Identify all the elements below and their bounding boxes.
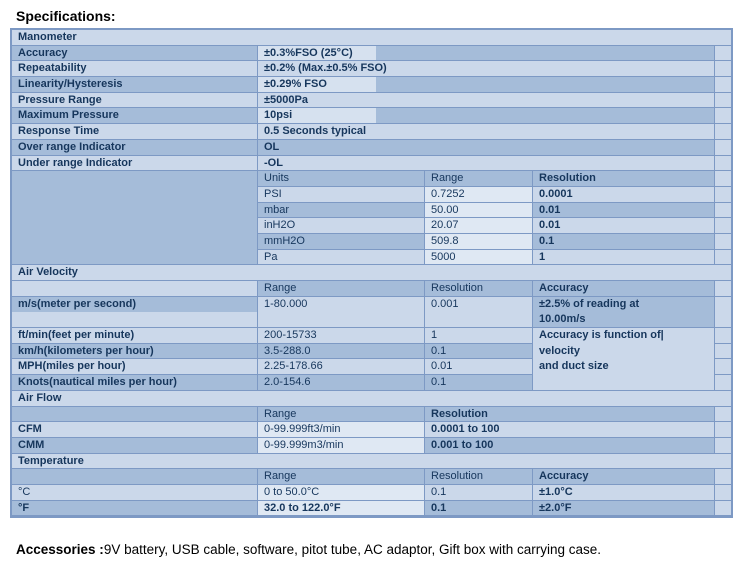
temp-header-blank xyxy=(12,469,258,485)
celsius-resolution: 0.1 xyxy=(425,485,533,501)
fahrenheit-resolution: 0.1 xyxy=(425,501,533,517)
ms-resolution: 0.001 xyxy=(425,297,533,328)
edge-strip xyxy=(715,108,731,124)
max-pressure-label: Maximum Pressure xyxy=(12,108,258,124)
linearity-value: ±0.29% FSO xyxy=(258,77,715,93)
under-range-label: Under range Indicator xyxy=(12,156,258,172)
kmh-resolution: 0.1 xyxy=(425,344,533,360)
units-col-header: Units xyxy=(258,171,425,187)
airflow-range-header: Range xyxy=(258,407,425,423)
unit-psi: PSI xyxy=(258,187,425,203)
edge-strip xyxy=(715,203,731,219)
fahrenheit-label: °F xyxy=(12,501,258,517)
fahrenheit-range: 32.0 to 122.0°F xyxy=(258,501,425,517)
linearity-label: Linearity/Hysteresis xyxy=(12,77,258,93)
velocity-accuracy-note-line-2: and duct size xyxy=(539,360,609,373)
section-header-air-flow: Air Flow xyxy=(12,391,731,407)
velocity-accuracy-note-line-0: Accuracy is function of| xyxy=(539,329,664,342)
edge-strip xyxy=(715,485,731,501)
units-table-left-blank xyxy=(12,171,258,265)
repeatability-value: ±0.2% (Max.±0.5% FSO) xyxy=(258,61,715,77)
accuracy-value: ±0.3%FSO (25°C) xyxy=(258,46,715,62)
mph-resolution: 0.01 xyxy=(425,359,533,375)
edge-strip xyxy=(715,93,731,109)
edge-strip xyxy=(715,156,731,172)
pressure-range-label: Pressure Range xyxy=(12,93,258,109)
cfm-label: CFM xyxy=(12,422,258,438)
velocity-header-blank xyxy=(12,281,258,297)
edge-strip xyxy=(715,422,731,438)
ftmin-label: ft/min(feet per minute) xyxy=(12,328,258,344)
specifications-table xyxy=(10,28,733,518)
accessories-text: 9V battery, USB cable, software, pitot tube, AC adaptor, Gift box with carrying case. xyxy=(103,542,602,558)
psi-resolution: 0.0001 xyxy=(533,187,715,203)
repeatability-label: Repeatability xyxy=(12,61,258,77)
inh2o-range: 20.07 xyxy=(425,218,533,234)
max-pressure-value: 10psi xyxy=(258,108,715,124)
pressure-range-value: ±5000Pa xyxy=(258,93,715,109)
resolution-col-header: Resolution xyxy=(533,171,715,187)
edge-strip xyxy=(715,250,731,266)
velocity-resolution-header: Resolution xyxy=(425,281,533,297)
mph-range: 2.25-178.66 xyxy=(258,359,425,375)
accessories-line xyxy=(16,542,735,557)
edge-strip xyxy=(715,501,731,517)
edge-strip xyxy=(715,469,731,485)
section-header-air-velocity: Air Velocity xyxy=(12,265,731,281)
edge-strip xyxy=(715,344,731,360)
ms-accuracy-line-1: 10.00m/s xyxy=(539,313,586,326)
response-time-label: Response Time xyxy=(12,124,258,140)
fahrenheit-accuracy: ±2.0°F xyxy=(533,501,715,517)
edge-strip xyxy=(715,140,731,156)
edge-strip xyxy=(715,375,731,391)
celsius-range: 0 to 50.0°C xyxy=(258,485,425,501)
cfm-resolution: 0.0001 to 100 xyxy=(425,422,715,438)
edge-strip xyxy=(715,359,731,375)
mbar-resolution: 0.01 xyxy=(533,203,715,219)
knots-resolution: 0.1 xyxy=(425,375,533,391)
celsius-label: °C xyxy=(12,485,258,501)
velocity-accuracy-note-line-1: velocity xyxy=(539,344,580,357)
temp-resolution-header: Resolution xyxy=(425,469,533,485)
edge-strip xyxy=(715,46,731,62)
ms-accuracy-line-0: ±2.5% of reading at xyxy=(539,297,640,310)
edge-strip xyxy=(715,281,731,297)
cmm-resolution: 0.001 to 100 xyxy=(425,438,715,454)
cfm-range: 0-99.999ft3/min xyxy=(258,422,425,438)
section-header-manometer: Manometer xyxy=(12,30,731,46)
psi-range: 0.7252 xyxy=(425,187,533,203)
range-col-header: Range xyxy=(425,171,533,187)
edge-strip xyxy=(715,124,731,140)
velocity-range-header: Range xyxy=(258,281,425,297)
velocity-accuracy-note xyxy=(533,328,715,391)
unit-pa: Pa xyxy=(258,250,425,266)
section-header-temperature: Temperature xyxy=(12,454,731,470)
edge-strip xyxy=(715,77,731,93)
ftmin-resolution: 1 xyxy=(425,328,533,344)
unit-mmh2o: mmH2O xyxy=(258,234,425,250)
accuracy-label: Accuracy xyxy=(12,46,258,62)
temp-accuracy-header: Accuracy xyxy=(533,469,715,485)
ms-accuracy xyxy=(533,297,715,328)
mph-label: MPH(miles per hour) xyxy=(12,359,258,375)
ms-label: m/s(meter per second) xyxy=(12,297,258,328)
unit-inh2o: inH2O xyxy=(258,218,425,234)
knots-label: Knots(nautical miles per hour) xyxy=(12,375,258,391)
cmm-range: 0-99.999m3/min xyxy=(258,438,425,454)
temp-range-header: Range xyxy=(258,469,425,485)
mmh2o-resolution: 0.1 xyxy=(533,234,715,250)
kmh-label: km/h(kilometers per hour) xyxy=(12,344,258,360)
response-time-value: 0.5 Seconds typical xyxy=(258,124,715,140)
airflow-header-blank xyxy=(12,407,258,423)
under-range-value: -OL xyxy=(258,156,715,172)
page-title: Specifications: xyxy=(16,8,116,24)
mbar-range: 50.00 xyxy=(425,203,533,219)
unit-mbar: mbar xyxy=(258,203,425,219)
edge-strip xyxy=(715,234,731,250)
ms-range: 1-80.000 xyxy=(258,297,425,328)
ftmin-range: 200-15733 xyxy=(258,328,425,344)
knots-range: 2.0-154.6 xyxy=(258,375,425,391)
celsius-accuracy: ±1.0°C xyxy=(533,485,715,501)
mmh2o-range: 509.8 xyxy=(425,234,533,250)
over-range-label: Over range Indicator xyxy=(12,140,258,156)
edge-strip xyxy=(715,438,731,454)
edge-strip xyxy=(715,328,731,344)
edge-strip xyxy=(715,297,731,328)
inh2o-resolution: 0.01 xyxy=(533,218,715,234)
edge-strip xyxy=(715,187,731,203)
pa-resolution: 1 xyxy=(533,250,715,266)
over-range-value: OL xyxy=(258,140,715,156)
edge-strip xyxy=(715,171,731,187)
cmm-label: CMM xyxy=(12,438,258,454)
pa-range: 5000 xyxy=(425,250,533,266)
kmh-range: 3.5-288.0 xyxy=(258,344,425,360)
edge-strip xyxy=(715,61,731,77)
airflow-resolution-header: Resolution xyxy=(425,407,715,423)
edge-strip xyxy=(715,407,731,423)
edge-strip xyxy=(715,218,731,234)
accessories-label: Accessories : xyxy=(16,542,104,558)
velocity-accuracy-header: Accuracy xyxy=(533,281,715,297)
